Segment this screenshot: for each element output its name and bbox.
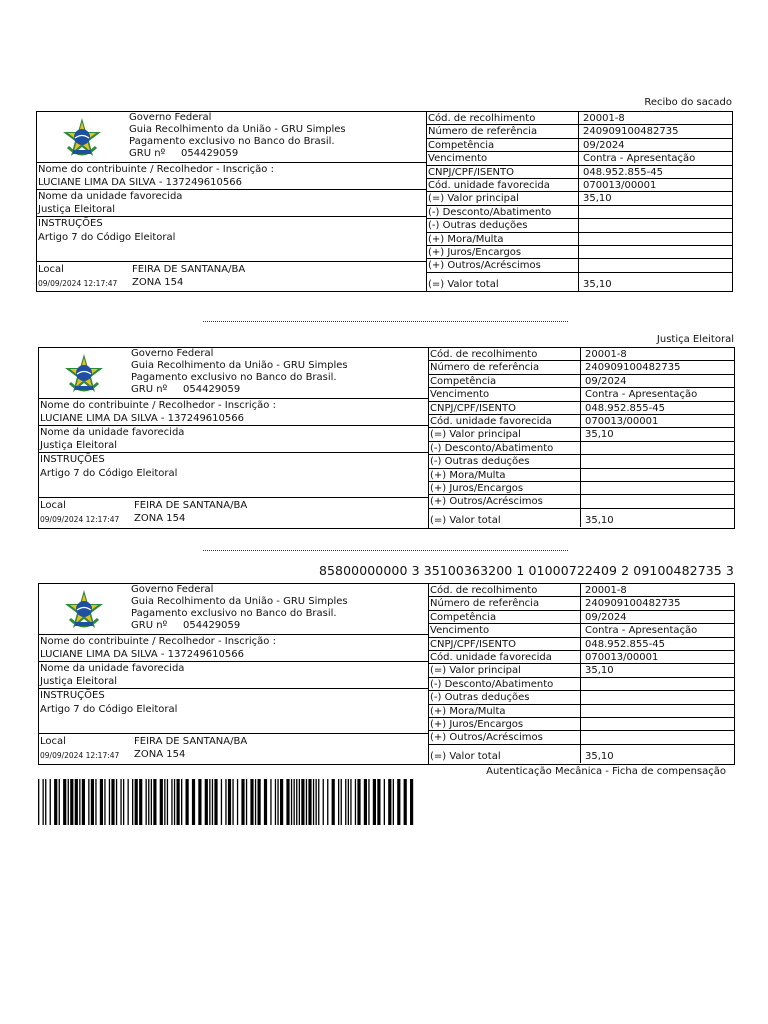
field-row <box>429 611 734 624</box>
header-pagamento: Pagamento exclusivo no Banco do Brasil. <box>131 608 337 619</box>
instrucoes-value: Artigo 7 do Código Eleitoral <box>38 232 176 243</box>
field-label: (=) Valor total <box>430 750 501 762</box>
unidade-label: Nome da unidade favorecida <box>38 191 183 202</box>
field-value: 20001-8 <box>580 584 734 596</box>
contribuinte-block <box>37 163 426 190</box>
field-value: 240909100482735 <box>578 125 732 137</box>
brazil-coat-of-arms-icon <box>63 353 105 395</box>
field-row <box>429 388 734 401</box>
header-pagamento: Pagamento exclusivo no Banco do Brasil. <box>129 136 335 147</box>
field-label: Número de referência <box>430 598 540 610</box>
field-row <box>427 179 732 192</box>
local-block <box>39 498 428 527</box>
field-label: (-) Desconto/Abatimento <box>430 442 554 454</box>
field-value: 20001-8 <box>580 348 734 360</box>
field-value <box>580 482 734 494</box>
field-row <box>429 638 734 651</box>
field-row <box>429 705 734 718</box>
slip-header <box>39 584 428 635</box>
field-value: 35,10 <box>580 428 734 440</box>
slip-right-panel <box>429 584 734 764</box>
header-guia: Guia Recolhimento da União - GRU Simples <box>131 360 348 371</box>
slip-datetime: 09/09/2024 12:17:47 <box>40 515 120 524</box>
instrucoes-value: Artigo 7 do Código Eleitoral <box>40 704 178 715</box>
slip-right-panel <box>427 112 732 291</box>
field-label: Número de referência <box>430 362 540 374</box>
field-value <box>578 246 732 258</box>
header-governo: Governo Federal <box>131 348 214 359</box>
field-label: Cód. unidade favorecida <box>430 416 552 427</box>
field-label: CNPJ/CPF/ISENTO <box>428 166 515 178</box>
recibo-caption: Recibo do sacado <box>644 97 732 108</box>
field-label: (+) Juros/Encargos <box>428 247 522 258</box>
local-value: FEIRA DE SANTANA/BA <box>134 500 248 511</box>
local-block <box>37 262 426 291</box>
field-value: 35,10 <box>580 745 734 763</box>
slip-datetime: 09/09/2024 12:17:47 <box>40 751 120 760</box>
field-value: 048.952.855-45 <box>580 638 734 650</box>
field-label: Cód. de recolhimento <box>428 113 536 124</box>
field-label: CNPJ/CPF/ISENTO <box>430 638 517 650</box>
field-label: (=) Valor principal <box>430 665 521 677</box>
field-row <box>429 509 734 527</box>
field-row <box>429 651 734 664</box>
field-value: 35,10 <box>578 192 732 204</box>
field-value: 20001-8 <box>578 112 732 124</box>
field-row <box>429 469 734 482</box>
header-guia: Guia Recolhimento da União - GRU Simples <box>131 596 348 607</box>
field-label: (=) Valor total <box>428 278 499 290</box>
slip-header <box>37 112 426 163</box>
gru-slip-1 <box>36 111 733 292</box>
field-value <box>580 678 734 690</box>
header-governo: Governo Federal <box>129 112 212 123</box>
field-value: 240909100482735 <box>580 361 734 373</box>
field-row <box>427 112 732 125</box>
field-value: 09/2024 <box>580 375 734 387</box>
field-value: Contra - Apresentação <box>580 388 734 400</box>
field-row <box>427 273 732 291</box>
contribuinte-block <box>39 399 428 426</box>
field-value <box>578 233 732 245</box>
justica-caption: Justiça Eleitoral <box>656 334 734 345</box>
barcode <box>38 779 416 825</box>
field-label: (=) Valor total <box>430 514 501 526</box>
local-value: FEIRA DE SANTANA/BA <box>132 264 246 275</box>
field-value <box>578 259 732 271</box>
header-gru-label: GRU nº <box>129 148 166 159</box>
field-row <box>429 428 734 441</box>
field-label: Vencimento <box>430 389 490 401</box>
brazil-coat-of-arms-icon <box>63 589 105 631</box>
header-pagamento: Pagamento exclusivo no Banco do Brasil. <box>131 372 337 383</box>
field-value <box>580 718 734 730</box>
field-row <box>429 455 734 468</box>
field-label: Cód. unidade favorecida <box>430 652 552 663</box>
field-value: 09/2024 <box>580 611 734 623</box>
field-value <box>580 691 734 703</box>
autenticacao-caption: Autenticação Mecânica - Ficha de compensação <box>486 766 726 777</box>
field-value: 070013/00001 <box>578 179 732 191</box>
zona-value: ZONA 154 <box>132 277 184 288</box>
header-guia: Guia Recolhimento da União - GRU Simples <box>129 124 346 135</box>
field-label: (-) Desconto/Abatimento <box>428 206 552 218</box>
field-row <box>427 125 732 138</box>
instrucoes-value: Artigo 7 do Código Eleitoral <box>40 468 178 479</box>
field-row <box>427 206 732 219</box>
field-value: 070013/00001 <box>580 415 734 427</box>
field-label: (=) Valor principal <box>430 429 521 441</box>
field-label: Cód. de recolhimento <box>430 349 538 360</box>
brazil-coat-of-arms-icon <box>61 117 103 159</box>
field-label: (-) Desconto/Abatimento <box>430 678 554 690</box>
field-label: (+) Mora/Multa <box>430 469 506 481</box>
field-label: Número de referência <box>428 126 538 138</box>
contribuinte-label: Nome do contribuinte / Recolhedor - Inscrição : <box>40 400 276 411</box>
field-label: (=) Valor principal <box>428 193 519 205</box>
field-row <box>427 233 732 246</box>
field-row <box>429 718 734 731</box>
field-row <box>429 482 734 495</box>
zona-value: ZONA 154 <box>134 749 186 760</box>
instrucoes-block <box>39 453 428 498</box>
local-value: FEIRA DE SANTANA/BA <box>134 736 248 747</box>
contribuinte-value: LUCIANE LIMA DA SILVA - 137249610566 <box>40 649 244 660</box>
field-label: Cód. de recolhimento <box>430 585 538 596</box>
field-label: Cód. unidade favorecida <box>428 180 550 191</box>
unidade-block <box>39 662 428 689</box>
instrucoes-label: INSTRUÇÕES <box>38 218 103 229</box>
local-label: Local <box>40 736 66 747</box>
slip-left-panel <box>39 348 429 528</box>
field-row <box>427 259 732 272</box>
zona-value: ZONA 154 <box>134 513 186 524</box>
field-row <box>429 375 734 388</box>
unidade-value: Justiça Eleitoral <box>40 440 118 451</box>
contribuinte-label: Nome do contribuinte / Recolhedor - Inscrição : <box>40 636 276 647</box>
contribuinte-value: LUCIANE LIMA DA SILVA - 137249610566 <box>40 413 244 424</box>
field-value <box>580 495 734 507</box>
field-label: Competência <box>428 139 495 151</box>
field-label: (+) Outros/Acréscimos <box>428 260 541 272</box>
header-gru-label: GRU nº <box>131 620 168 631</box>
field-row <box>429 495 734 508</box>
field-row <box>429 624 734 637</box>
header-gru-label: GRU nº <box>131 384 168 395</box>
field-row <box>429 597 734 610</box>
header-gru-number: 054429059 <box>183 620 241 631</box>
field-row <box>427 219 732 232</box>
field-value: 070013/00001 <box>580 651 734 663</box>
field-row <box>427 139 732 152</box>
unidade-block <box>37 190 426 217</box>
instrucoes-label: INSTRUÇÕES <box>40 454 105 465</box>
local-label: Local <box>40 500 66 511</box>
field-label: (-) Outras deduções <box>430 456 530 468</box>
slip-right-panel <box>429 348 734 528</box>
field-row <box>429 664 734 677</box>
slip-left-panel <box>39 584 429 764</box>
field-row <box>429 402 734 415</box>
field-value: Contra - Apresentação <box>580 624 734 636</box>
cut-line-1 <box>203 321 568 322</box>
instrucoes-block <box>39 689 428 734</box>
field-label: (+) Mora/Multa <box>430 705 506 717</box>
unidade-label: Nome da unidade favorecida <box>40 663 185 674</box>
field-value <box>580 469 734 481</box>
field-label: (+) Juros/Encargos <box>430 483 524 494</box>
field-row <box>429 731 734 744</box>
local-label: Local <box>38 264 64 275</box>
slip-header <box>39 348 428 399</box>
field-label: (-) Outras deduções <box>428 220 528 232</box>
field-label: Competência <box>430 611 497 623</box>
field-value: 048.952.855-45 <box>580 402 734 414</box>
local-block <box>39 734 428 763</box>
field-value: 35,10 <box>580 509 734 527</box>
linha-digitavel: 85800000000 3 35100363200 1 01000722409 2 09100482735 3 <box>318 563 734 578</box>
field-value <box>580 705 734 717</box>
field-value <box>580 455 734 467</box>
instrucoes-block <box>37 217 426 262</box>
header-gru-number: 054429059 <box>181 148 239 159</box>
cut-line-2 <box>203 550 568 551</box>
slip-datetime: 09/09/2024 12:17:47 <box>38 279 118 288</box>
header-gru-number: 054429059 <box>183 384 241 395</box>
field-label: CNPJ/CPF/ISENTO <box>430 402 517 414</box>
field-value: 35,10 <box>578 273 732 291</box>
field-row <box>429 415 734 428</box>
field-row <box>429 745 734 763</box>
field-row <box>429 691 734 704</box>
field-row <box>429 442 734 455</box>
field-value <box>580 442 734 454</box>
field-row <box>427 166 732 179</box>
field-label: Vencimento <box>430 625 490 637</box>
field-value <box>578 219 732 231</box>
field-value: 09/2024 <box>578 139 732 151</box>
field-label: (+) Mora/Multa <box>428 233 504 245</box>
unidade-label: Nome da unidade favorecida <box>40 427 185 438</box>
field-label: (+) Juros/Encargos <box>430 719 524 730</box>
contribuinte-value: LUCIANE LIMA DA SILVA - 137249610566 <box>38 177 242 188</box>
field-row <box>427 246 732 259</box>
field-label: (+) Outros/Acréscimos <box>430 732 543 744</box>
field-row <box>427 192 732 205</box>
contribuinte-label: Nome do contribuinte / Recolhedor - Inscrição : <box>38 164 274 175</box>
contribuinte-block <box>39 635 428 662</box>
field-label: (+) Outros/Acréscimos <box>430 496 543 508</box>
slip-left-panel <box>37 112 427 291</box>
gru-slip-2 <box>38 347 735 529</box>
header-governo: Governo Federal <box>131 584 214 595</box>
field-row <box>429 361 734 374</box>
field-label: Competência <box>430 375 497 387</box>
field-row <box>429 584 734 597</box>
unidade-value: Justiça Eleitoral <box>38 204 116 215</box>
field-value: 240909100482735 <box>580 597 734 609</box>
field-value <box>578 206 732 218</box>
field-value <box>580 731 734 743</box>
field-value: Contra - Apresentação <box>578 152 732 164</box>
instrucoes-label: INSTRUÇÕES <box>40 690 105 701</box>
field-row <box>429 678 734 691</box>
field-row <box>429 348 734 361</box>
field-label: Vencimento <box>428 153 488 165</box>
field-value: 35,10 <box>580 664 734 676</box>
field-label: (-) Outras deduções <box>430 692 530 704</box>
unidade-block <box>39 426 428 453</box>
field-value: 048.952.855-45 <box>578 166 732 178</box>
unidade-value: Justiça Eleitoral <box>40 676 118 687</box>
gru-slip-3 <box>38 583 735 765</box>
field-row <box>427 152 732 165</box>
